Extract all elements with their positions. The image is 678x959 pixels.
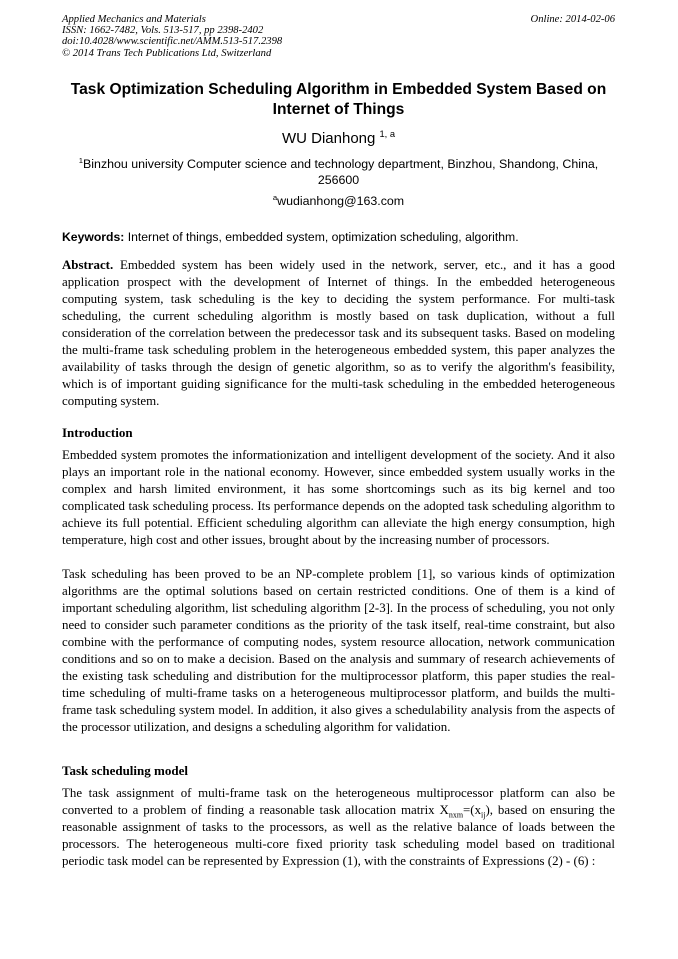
abstract-text: Embedded system has been widely used in the network, server, etc., and it has a good application prospect with the development of Internet of things. In the embedded heterogeneous computing system, task scheduling is the key to deciding the system performance. For multi-task scheduling, the current scheduling algorithm is mostly based on task duplication, without a full consideration of the correlation between the predecessor task and its subsequent tasks. Based on modeling the multi-frame task scheduling problem in the heterogeneous embedded system, this paper analyzes the availability of tasks through the design of genetic algorithm, so as to verify the algorithm's feasibility, which is of important guiding significance for the multi-task scheduling in the embedded heterogeneous computing system.	[62, 258, 615, 408]
author-name: WU Dianhong	[281, 130, 380, 147]
abstract	[62, 257, 615, 410]
keywords-text: Internet of things, embedded system, optimization scheduling, algorithm.	[124, 230, 519, 244]
journal-header	[62, 14, 615, 59]
email-mark: a	[272, 192, 278, 202]
paragraph-text: ), based on ensuring the reasonable assignment of tasks to the processors, as well as the relative balance of loads between the processors. The heterogeneous multi-core fixed priority task scheduling model based on traditional periodic task model can be represented by Expression (1), with the constraints of Expressions (2) - (6) :	[62, 803, 615, 868]
introduction-paragraph-1	[62, 447, 615, 549]
matrix-subscript: nxm	[448, 810, 464, 820]
abstract-label: Abstract.	[62, 258, 114, 272]
author-email	[62, 193, 615, 209]
task-scheduling-model-paragraph	[62, 785, 615, 870]
email-address[interactable]: wudianhong@163.com	[277, 194, 405, 208]
task-scheduling-model-heading: Task scheduling model	[62, 763, 188, 778]
doi-line: doi:10.4028/www.scientific.net/AMM.513-517.2398	[62, 36, 283, 48]
online-date: Online: 2014-02-06	[530, 14, 615, 25]
introduction-heading: Introduction	[62, 425, 133, 440]
author-line	[62, 130, 615, 148]
paragraph-text: Embedded system promotes the informationization and intelligent development of the society. And it also plays an important role in the national economy. However, since embedded system usually works in the complex and harsh limited environment, it has some shortcomings such as its big kernel and too complicated task scheduling process. Its performance depends on the adopted task scheduling algorithm to achieve its full potential. Efficient scheduling algorithm can alleviate the high energy consumption, high temperature, high cost and other issues, brought about by the increasing number of processors.	[62, 448, 615, 547]
copyright-line: © 2014 Trans Tech Publications Ltd, Switzerland	[62, 47, 272, 59]
paragraph-text: Task scheduling has been proved to be an NP-complete problem [1], so various kinds of optimization algorithms are the optimal solutions based on certain restricted conditions. One of them is a kind of important scheduling algorithm, list scheduling algorithm [2-3]. In the process of scheduling, you not only need to consider such parameter conditions as the priority of the task itself, real-time constraint, but also combine with the performance of computing nodes, system resource allocation, network communication conditions and so on to make a decision. Based on the analysis and summary of research achievements of the existing task scheduling and distribution for the multiprocessor platform, this paper studies the real-time scheduling of multi-frame tasks on a heterogeneous multiprocessor platform, and builds the multi-frame task scheduling system model. In addition, it also gives a schedulability analysis from the aspects of the processor utilization, and designs a scheduling algorithm for validation.	[62, 567, 615, 734]
author-marks: 1, a	[379, 129, 396, 139]
paragraph-text: =(x	[463, 803, 482, 817]
affiliation	[62, 156, 615, 188]
affiliation-text: Binzhou university Computer science and technology department, Binzhou, Shandong, China, 256600	[83, 157, 599, 187]
journal-name: Applied Mechanics and Materials	[62, 14, 206, 25]
issn-line: ISSN: 1662-7482, Vols. 513-517, pp 2398-2402	[62, 25, 264, 37]
element-subscript: ij	[481, 810, 486, 820]
introduction-paragraph-2	[62, 566, 615, 736]
keywords	[62, 229, 615, 245]
affiliation-mark: 1	[78, 155, 84, 165]
keywords-label: Keywords:	[62, 230, 125, 244]
paper-title: Task Optimization Scheduling Algorithm in Embedded System Based on Internet of Things	[70, 81, 607, 118]
paragraph-text: The task assignment of multi-frame task on the heterogeneous multiprocessor platform can also be converted to a problem of finding a reasonable task allocation matrix X	[62, 786, 615, 817]
